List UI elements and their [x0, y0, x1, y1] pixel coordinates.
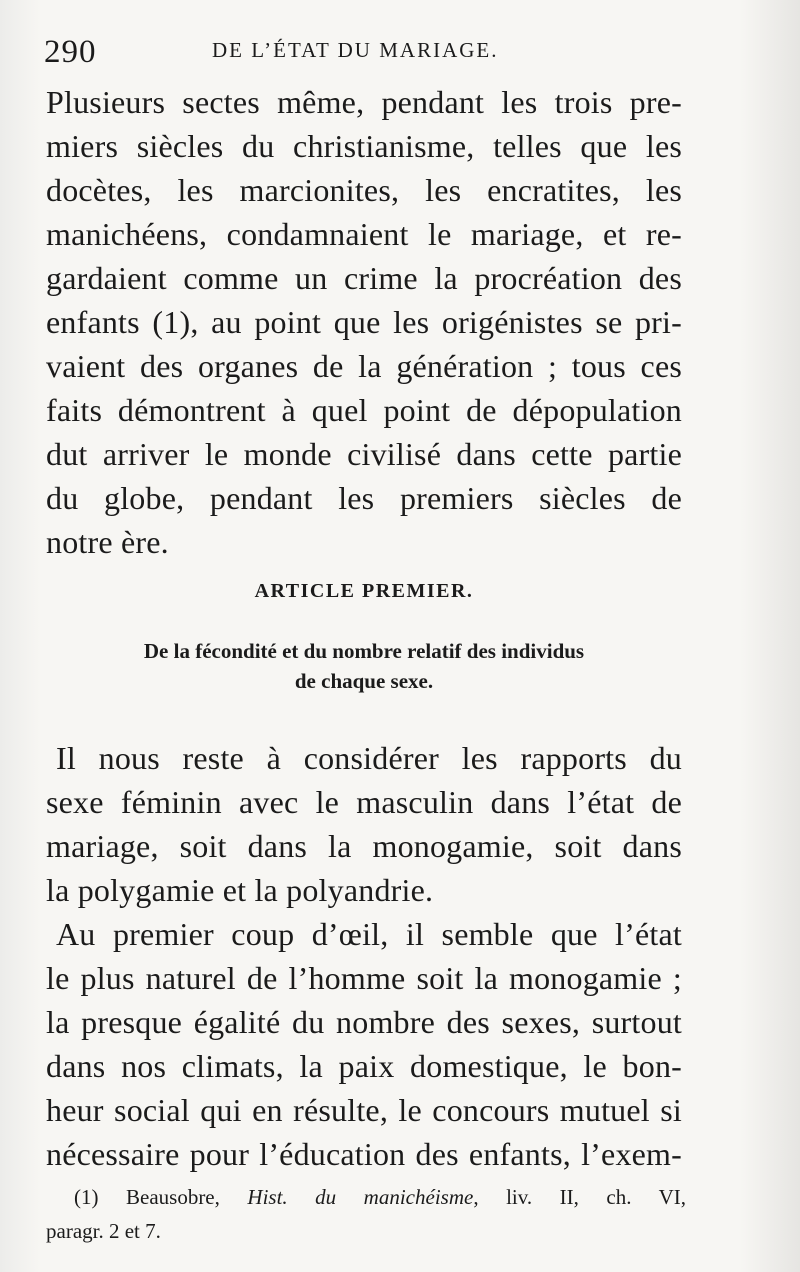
footnote-line: paragr. 2 et 7.	[46, 1219, 161, 1243]
text-line: Au premier coup d’œil, il semble que l’état	[56, 916, 682, 952]
footnote-ref: , liv. II, ch. VI,	[473, 1185, 687, 1209]
text-line: vaient des organes de la génération ; tous ces	[46, 348, 682, 384]
text-line: enfants (1), au point que les origénistes se pri-	[46, 304, 682, 340]
text-line: Il nous reste à considérer les rapports du	[56, 740, 682, 776]
footnote-title: Hist. du manichéisme	[247, 1185, 474, 1209]
text-line-last: notre ère.	[46, 524, 169, 560]
footnote	[46, 1180, 686, 1248]
footnote-line	[46, 1180, 686, 1214]
article-heading: ARTICLE PREMIER.	[254, 580, 474, 602]
text-line: manichéens, condamnaient le mariage, et re-	[46, 216, 682, 252]
text-line: gardaient comme un crime la procréation des	[46, 260, 682, 296]
running-title: DE L’ÉTAT DU MARIAGE.	[212, 38, 499, 62]
footnote-marker: (1) Beausobre,	[74, 1185, 220, 1209]
running-head	[44, 30, 744, 74]
text-line: sexe féminin avec le masculin dans l’état de	[46, 784, 682, 820]
text-line-last: la polygamie et la polyandrie.	[46, 872, 434, 908]
text-line: faits démontrent à quel point de dépopulation	[46, 392, 682, 428]
text-line: mariage, soit dans la monogamie, soit dans	[46, 828, 682, 864]
article-subtitle-line: De la fécondité et du nombre relatif des individus	[143, 639, 585, 663]
text-line: dans nos climats, la paix domestique, le bon-	[46, 1048, 682, 1084]
text-line: miers siècles du christianisme, telles que les	[46, 128, 682, 164]
text-line: dut arriver le monde civilisé dans cette partie	[46, 436, 682, 472]
article-subtitle-line: de chaque sexe.	[294, 669, 434, 693]
text-line: Plusieurs sectes même, pendant les trois pre-	[46, 84, 682, 120]
text-line: heur social qui en résulte, le concours mutuel si	[46, 1092, 682, 1128]
text-line: docètes, les marcionites, les encratites, les	[46, 172, 682, 208]
text-line: nécessaire pour l’éducation des enfants, l’exem-	[46, 1136, 682, 1172]
page-number: 290	[44, 34, 97, 70]
text-line: la presque égalité du nombre des sexes, surtout	[46, 1004, 682, 1040]
text-line: du globe, pendant les premiers siècles de	[46, 480, 682, 516]
text-line: le plus naturel de l’homme soit la monogamie ;	[46, 960, 682, 996]
